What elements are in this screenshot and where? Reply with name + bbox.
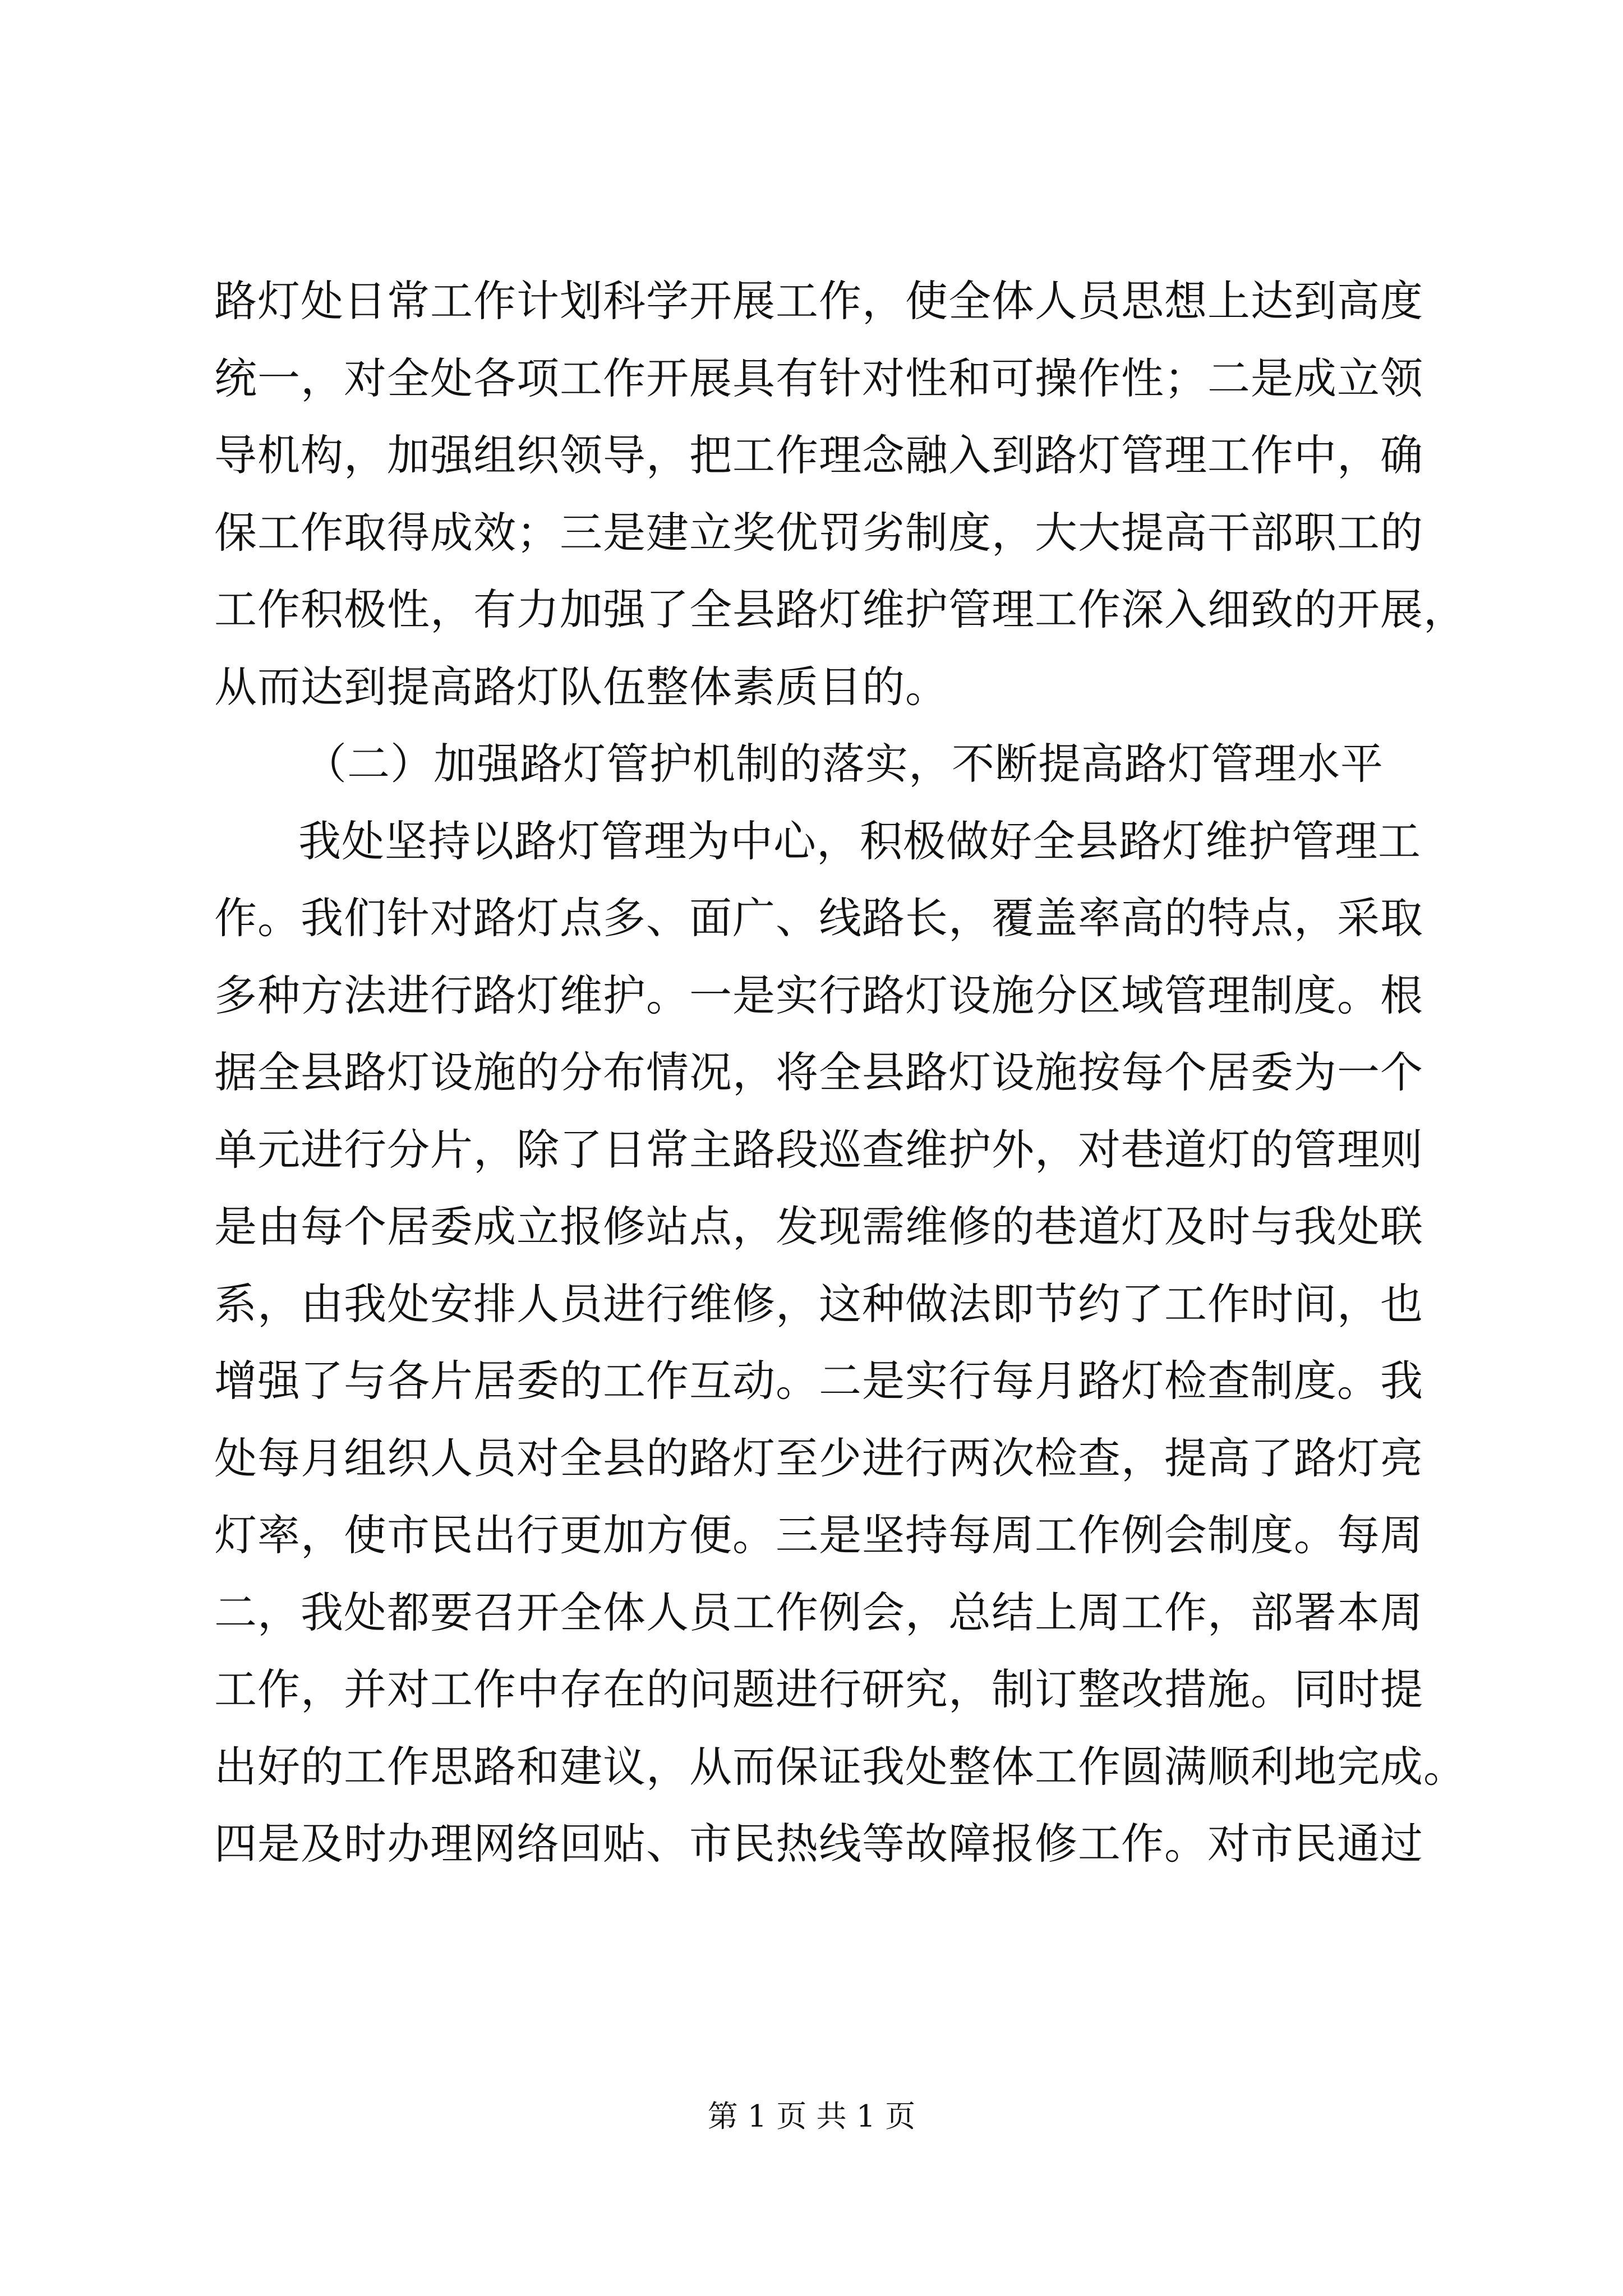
body-line: 是由每个居委成立报修站点，发现需维修的巷道灯及时与我处联: [214, 1202, 1423, 1251]
body-line: 灯率，使市民出行更加方便。三是坚持每周工作例会制度。每周: [214, 1510, 1423, 1560]
page-footer: [0, 2097, 1623, 2136]
body-line: 导机构，加强组织领导，把工作理念融入到路灯管理工作中，确: [214, 430, 1423, 480]
body-line: 系，由我处安排人员进行维修，这种做法即节约了工作时间，也: [214, 1278, 1423, 1329]
body-line: 处每月组织人员对全县的路灯至少进行两次检查，提高了路灯亮: [214, 1433, 1423, 1483]
body-line: 单元进行分片，除了日常主路段巡查维护外，对巷道灯的管理则: [214, 1124, 1423, 1175]
body-line: 工作，并对工作中存在的问题进行研究，制订整改措施。同时提: [214, 1664, 1423, 1714]
body-line: 出好的工作思路和建议，从而保证我处整体工作圆满顺利地完成。: [214, 1741, 1467, 1792]
body-line: 工作积极性，有力加强了全县路灯维护管理工作深入细致的开展，: [214, 585, 1467, 634]
body-line: 从而达到提高路灯队伍整体素质目的。: [214, 661, 948, 712]
section-heading: （二）加强路灯管护机制的落实，不断提高路灯管理水平: [304, 739, 1384, 789]
body-line: 增强了与各片居委的工作互动。二是实行每月路灯检查制度。我: [214, 1356, 1423, 1406]
body-line: 据全县路灯设施的分布情况，将全县路灯设施按每个居委为一个: [214, 1047, 1423, 1097]
body-line: 保工作取得成效；三是建立奖优罚劣制度，大大提高干部职工的: [214, 507, 1423, 558]
body-line: 四是及时办理网络回贴、市民热线等故障报修工作。对市民通过: [214, 1819, 1423, 1869]
body-line: 多种方法进行路灯维护。一是实行路灯设施分区域管理制度。根: [214, 970, 1423, 1020]
paragraph-first-line: 我处坚持以路灯管理为中心，积极做好全县路灯维护管理工: [298, 816, 1421, 866]
page-number-label: 第 1 页 共 1 页: [707, 2099, 916, 2134]
body-line: 路灯处日常工作计划科学开展工作，使全体人员思想上达到高度: [214, 276, 1423, 326]
body-line: 二，我处都要召开全体人员工作例会，总结上周工作，部署本周: [214, 1587, 1423, 1637]
document-body: [214, 263, 1467, 1883]
body-line: 统一，对全处各项工作开展具有针对性和可操作性；二是成立领: [214, 353, 1423, 403]
body-line: 作。我们针对路灯点多、面广、线路长，覆盖率高的特点，采取: [214, 893, 1423, 943]
